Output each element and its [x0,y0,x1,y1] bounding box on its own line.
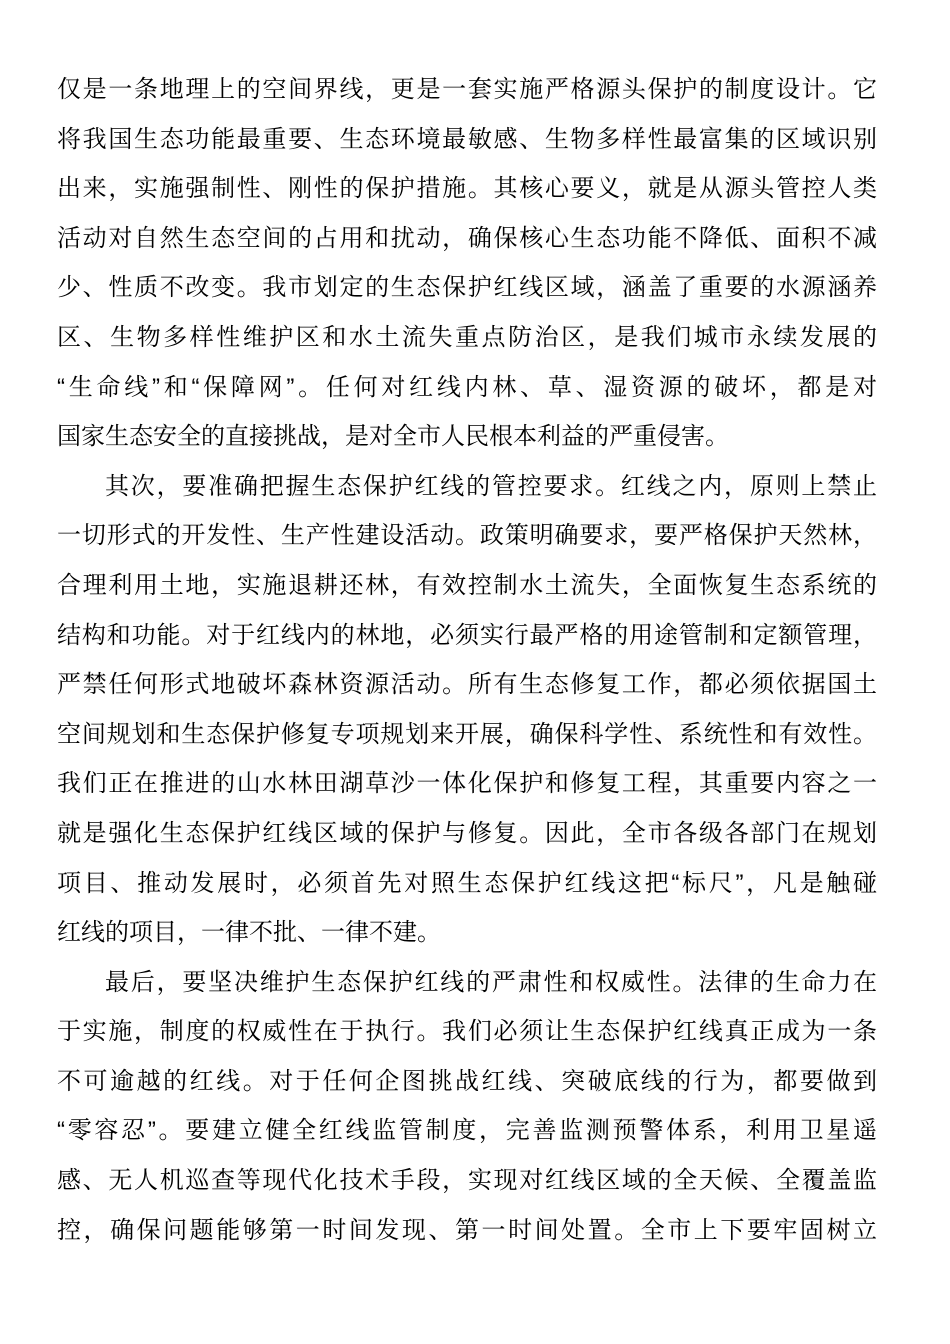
text-line: 活动对自然生态空间的占用和扰动，确保核心生态功能不降低、面积不减 [57,224,877,252]
text-line-paragraph-end: 红线的项目，一律不批、一律不建。 [57,919,441,947]
text-line: 仅是一条地理上的空间界线，更是一套实施严格源头保护的制度设计。它 [57,76,877,103]
text-line: 不可逾越的红线。对于任何企图挑战红线、突破底线的行为，都要做到 [57,1067,877,1095]
text-line: 空间规划和生态保护修复专项规划来开展，确保科学性、系统性和有效性。 [57,720,877,748]
text-line: 我们正在推进的山水林田湖草沙一体化保护和修复工程，其重要内容之一 [57,770,877,798]
text-line: “生命线”和“保障网”。任何对红线内林、草、湿资源的破坏，都是对 [57,373,877,401]
text-line: 于实施，制度的权威性在于执行。我们必须让生态保护红线真正成为一条 [57,1018,877,1046]
text-line: 控，确保问题能够第一时间发现、第一时间处置。全市上下要牢固树立 [57,1216,877,1244]
text-line: 少、性质不改变。我市划定的生态保护红线区域，涵盖了重要的水源涵养 [57,274,877,302]
text-line-paragraph-end: 国家生态安全的直接挑战，是对全市人民根本利益的严重侵害。 [57,423,729,451]
text-line: 就是强化生态保护红线区域的保护与修复。因此，全市各级各部门在规划 [57,819,877,847]
text-line-paragraph-start: 其次，要准确把握生态保护红线的管控要求。红线之内，原则上禁止 [105,472,877,500]
text-line: 合理利用土地，实施退耕还林，有效控制水土流失，全面恢复生态系统的 [57,571,877,599]
text-line: 出来，实施强制性、刚性的保护措施。其核心要义，就是从源头管控人类 [57,175,877,203]
text-line-paragraph-start: 最后，要坚决维护生态保护红线的严肃性和权威性。法律的生命力在 [105,968,877,996]
text-line: 将我国生态功能最重要、生态环境最敏感、生物多样性最富集的区域识别 [57,125,877,153]
text-line: “零容忍”。要建立健全红线监管制度，完善监测预警体系，利用卫星遥 [57,1117,877,1145]
text-line: 感、无人机巡查等现代化技术手段，实现对红线区域的全天候、全覆盖监 [57,1167,877,1195]
text-line: 结构和功能。对于红线内的林地，必须实行最严格的用途管制和定额管理， [57,621,877,649]
text-line: 一切形式的开发性、生产性建设活动。政策明确要求，要严格保护天然林， [57,522,877,550]
document-page [57,65,877,1255]
text-line: 严禁任何形式地破坏森林资源活动。所有生态修复工作，都必须依据国土 [57,671,877,699]
text-line: 项目、推动发展时，必须首先对照生态保护红线这把“标尺”，凡是触碰 [57,869,877,897]
text-line: 区、生物多样性维护区和水土流失重点防治区，是我们城市永续发展的 [57,323,877,351]
